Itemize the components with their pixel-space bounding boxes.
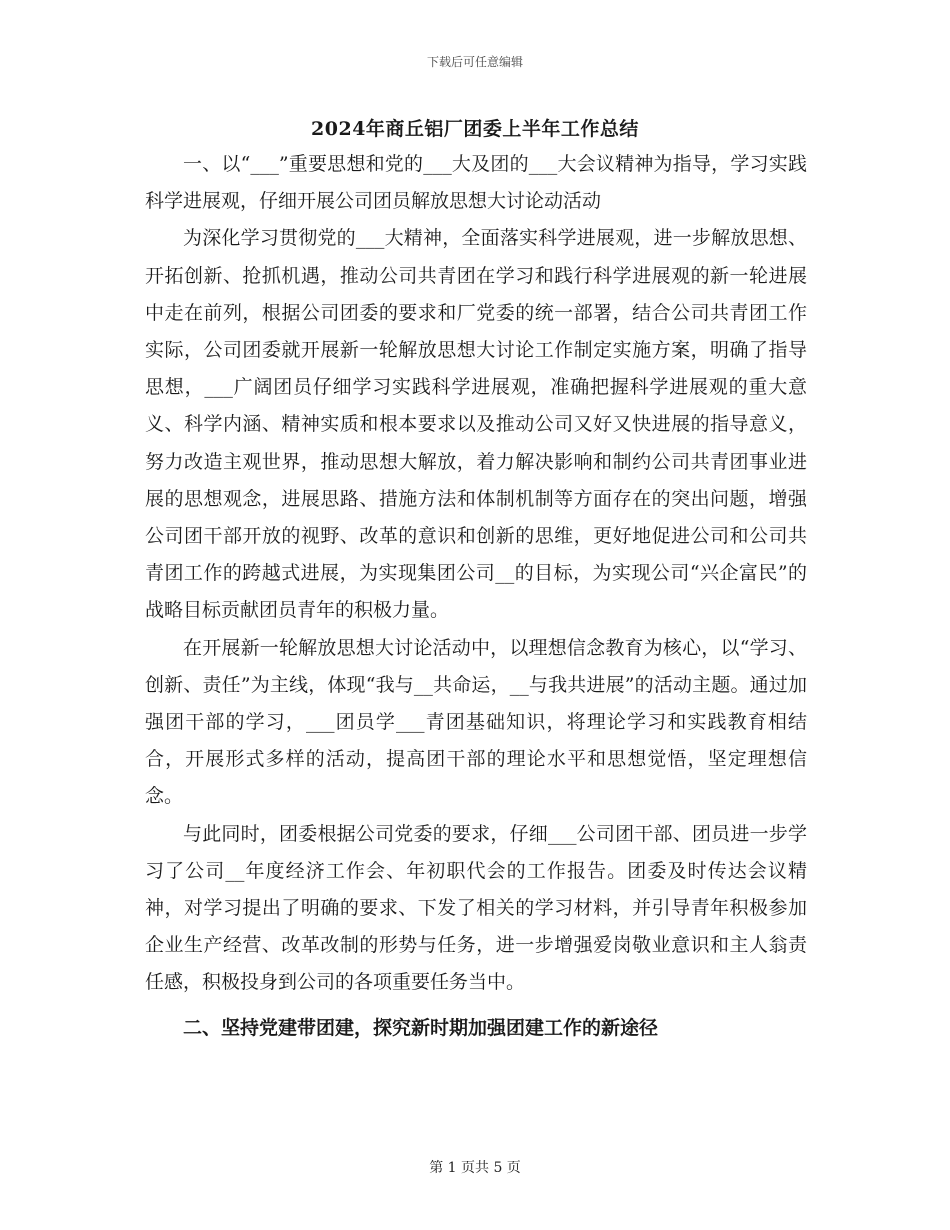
page-footer: 第 1 页共 5 页 xyxy=(429,1160,521,1176)
section-heading: 二、坚持党建带团建，探究新时期加强团建工作的新途径 xyxy=(183,1016,659,1039)
document-body xyxy=(145,146,807,1047)
document-title: 2024年商丘铝厂团委上半年工作总结 xyxy=(311,118,639,140)
header-note: 下载后可任意编辑 xyxy=(426,55,523,69)
paragraph-1: 一、以“___”重要思想和党的___大及团的___大会议精神为指导，学习实践科学进展观，仔细开展公司团员解放思想大讨论动活动 xyxy=(145,153,807,213)
paragraph-4: 与此同时，团委根据公司党委的要求，仔细___公司团干部、团员进一步学习了公司__年度经济工作会、年初职代会的工作报告。团委及时传达会议精神，对学习提出了明确的要求、下发了相关的学习材料，并引导青年积极参加企业生产经营、改革改制的形势与任务，进一步增强爱岗敬业意识和主人翁责任感，积极投身到公司的各项重要任务当中。 xyxy=(145,822,807,994)
paragraph-2: 为深化学习贯彻党的___大精神，全面落实科学进展观，进一步解放思想、开拓创新、抢抓机遇，推动公司共青团在学习和践行科学进展观的新一轮进展中走在前列，根据公司团委的要求和厂党委的统一部署，结合公司共青团工作实际，公司团委就开展新一轮解放思想大讨论工作制定实施方案，明确了指导思想，___广阔团员仔细学习实践科学进展观，准确把握科学进展观的重大意义、科学内涵、精神实质和根本要求以及推动公司又好又快进展的指导意义，努力改造主观世界，推动思想大解放，着力解决影响和制约公司共青团事业进展的思想观念，进展思路、措施方法和体制机制等方面存在的突出问题，增强公司团干部开放的视野、改革的意识和创新的思维，更好地促进公司和公司共青团工作的跨越式进展，为实现集团公司__的目标，为实现公司“兴企富民”的战略目标贡献团员青年的积极力量。 xyxy=(145,227,807,622)
paragraph-3: 在开展新一轮解放思想大讨论活动中，以理想信念教育为核心，以“学习、创新、责任”为主线，体现“我与__共命运，__与我共进展”的活动主题。通过加强团干部的学习，___团员学___青团基础知识，将理论学习和实践教育相结合，开展形式多样的活动，提高团干部的理论水平和思想觉悟，坚定理想信念。 xyxy=(145,636,807,808)
